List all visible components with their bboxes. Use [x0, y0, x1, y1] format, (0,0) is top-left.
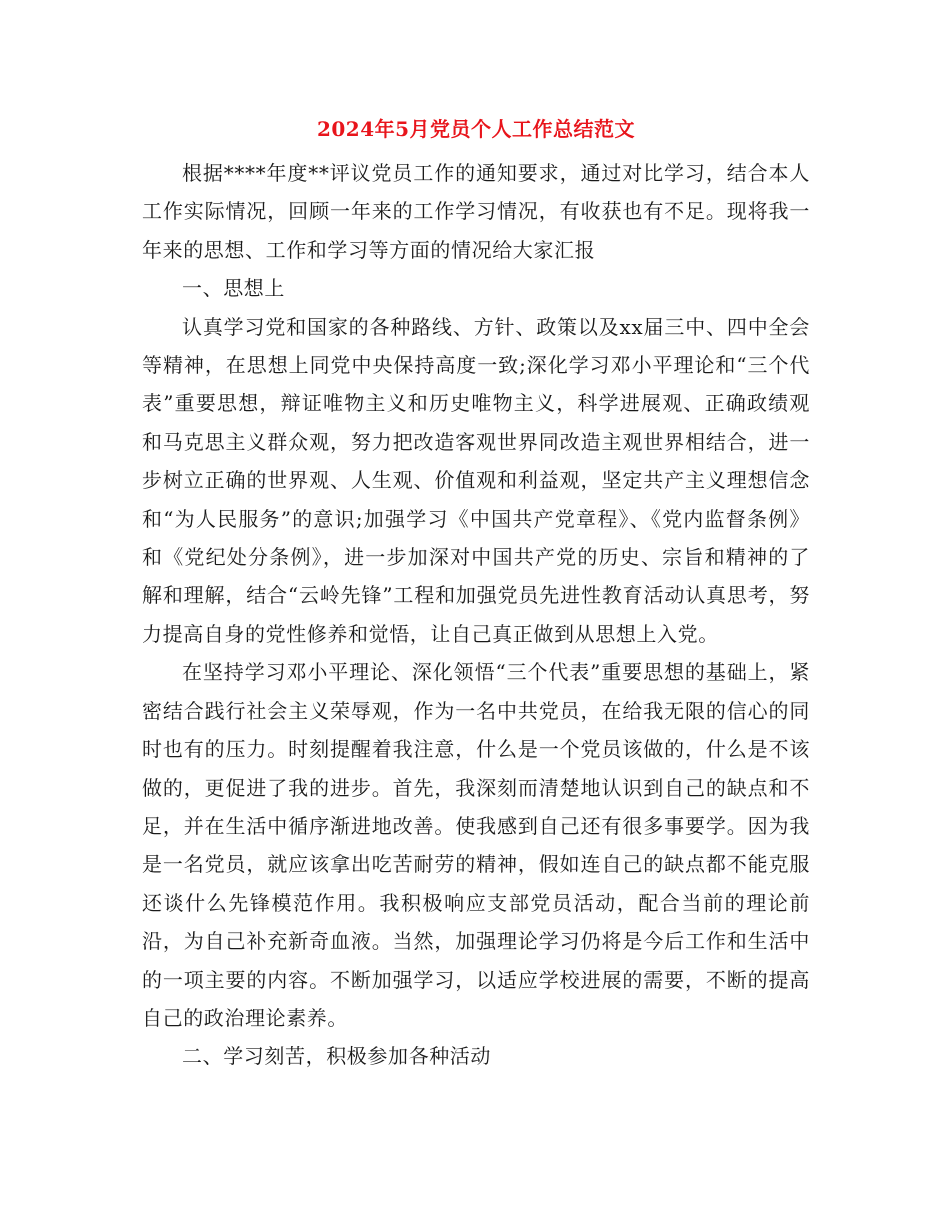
thought-paragraph-1: 认真学习党和国家的各种路线、方针、政策以及xx届三中、四中全会等精神，在思想上同党中央保持高度一致;深化学习邓小平理论和“三个代表”重要思想，辩证唯物主义和历史唯物主义，科学进展观、正确政绩观和马克思主义群众观，努力把改造客观世界同改造主观世界相结合，进一步树立正确的世界观、人生观、价值观和利益观，坚定共产主义理想信念和“为人民服务”的意识;加强学习《中国共产党章程》、《党内监督条例》和《党纪处分条例》，进一步加深对中国共产党的历史、宗旨和精神的了解和理解，结合“云岭先锋”工程和加强党员先进性教育活动认真思考，努力提高自身的党性修养和觉悟，让自己真正做到从思想上入党。: [142, 314, 810, 646]
intro-paragraph: 根据****年度**评议党员工作的通知要求，通过对比学习，结合本人工作实际情况，回顾一年来的工作学习情况，有收获也有不足。现将我一年来的思想、工作和学习等方面的情况给大家汇报: [142, 161, 810, 262]
section-heading-study: 二、学习刻苦，积极参加各种活动: [182, 1044, 491, 1069]
document-title: 2024年5月党员个人工作总结范文: [316, 117, 636, 141]
document-page: [142, 112, 810, 1076]
thought-paragraph-2: 在坚持学习邓小平理论、深化领悟“三个代表”重要思想的基础上，紧密结合践行社会主义荣辱观，作为一名中共党员，在给我无限的信心的同时也有的压力。时刻提醒着我注意，什么是一个党员该做的，什么是不该做的，更促进了我的进步。首先，我深刻而清楚地认识到自己的缺点和不足，并在生活中循序渐进地改善。使我感到自己还有很多事要学。因为我是一名党员，就应该拿出吃苦耐劳的精神，假如连自己的缺点都不能克服还谈什么先锋模范作用。我积极响应支部党员活动，配合当前的理论前沿，为自己补充新奇血液。当然，加强理论学习仍将是今后工作和生活中的一项主要的内容。不断加强学习，以适应学校进展的需要，不断的提高自己的政治理论素养。: [142, 660, 810, 1030]
section-heading-thought: 一、思想上: [182, 276, 285, 301]
